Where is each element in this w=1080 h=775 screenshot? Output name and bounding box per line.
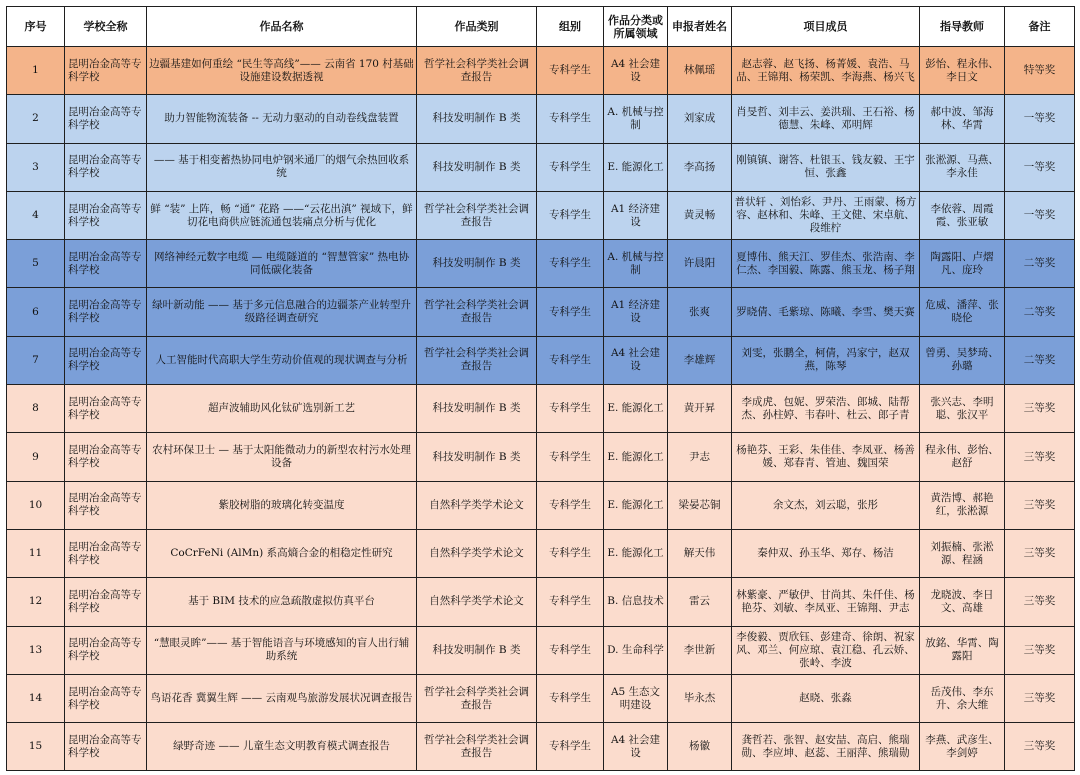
cell-seq: 14 — [7, 674, 65, 722]
cell-members: 赵晓、张淼 — [732, 674, 920, 722]
cell-category: 科技发明制作 B 类 — [417, 143, 537, 191]
cell-award: 三等奖 — [1005, 433, 1075, 481]
cell-award: 三等奖 — [1005, 674, 1075, 722]
table-row — [7, 143, 1075, 191]
cell-group: 专科学生 — [537, 433, 604, 481]
cell-category: 科技发明制作 B 类 — [417, 95, 537, 143]
cell-seq: 13 — [7, 626, 65, 674]
cell-category: 科技发明制作 B 类 — [417, 240, 537, 288]
cell-members: 李成虎、包妮、罗荣浩、郎城、陆帮杰、孙柱婷、韦春叶、杜云、郎子青 — [732, 385, 920, 433]
header-title: 作品名称 — [147, 7, 417, 47]
header-category: 作品类别 — [417, 7, 537, 47]
cell-advisor: 张兴志、李明聪、张汉平 — [920, 385, 1005, 433]
cell-category: 科技发明制作 B 类 — [417, 433, 537, 481]
cell-advisor: 龙晓波、李日文、高雄 — [920, 578, 1005, 626]
cell-award: 二等奖 — [1005, 336, 1075, 384]
cell-field: A4 社会建设 — [604, 723, 668, 771]
table-row — [7, 674, 1075, 722]
cell-school: 昆明冶金高等专科学校 — [65, 191, 147, 239]
table-row — [7, 385, 1075, 433]
cell-school: 昆明冶金高等专科学校 — [65, 143, 147, 191]
table-row — [7, 336, 1075, 384]
table-row — [7, 95, 1075, 143]
table-row — [7, 191, 1075, 239]
cell-category: 哲学社会科学类社会调查报告 — [417, 674, 537, 722]
cell-seq: 12 — [7, 578, 65, 626]
cell-award: 特等奖 — [1005, 47, 1075, 95]
cell-members: 杨艳芬、王彩、朱佳佳、李凤亚、杨善媛、郑春青、管迪、魏国荣 — [732, 433, 920, 481]
cell-title: CoCrFeNi (AlMn) 系高熵合金的相稳定性研究 — [147, 529, 417, 577]
table-row — [7, 529, 1075, 577]
cell-seq: 7 — [7, 336, 65, 384]
cell-field: E. 能源化工 — [604, 529, 668, 577]
header-members: 项目成员 — [732, 7, 920, 47]
cell-applicant: 雷云 — [668, 578, 732, 626]
cell-advisor: 黄浩博、郝艳红，张淞源 — [920, 481, 1005, 529]
cell-category: 哲学社会科学类社会调查报告 — [417, 47, 537, 95]
cell-award: 一等奖 — [1005, 191, 1075, 239]
cell-seq: 6 — [7, 288, 65, 336]
cell-school: 昆明冶金高等专科学校 — [65, 95, 147, 143]
cell-category: 自然科学类学术论文 — [417, 578, 537, 626]
cell-members: 林紫豪、严敏伊、甘尚其、朱仟佳、杨艳芬、刘敏、李凤亚、王锦翔、尹志 — [732, 578, 920, 626]
cell-field: E. 能源化工 — [604, 143, 668, 191]
cell-members: 刘雯，张鹏全，柯倩，冯家宁，赵双燕，陈琴 — [732, 336, 920, 384]
cell-advisor: 彭怡、程永伟、李日文 — [920, 47, 1005, 95]
table-row — [7, 288, 1075, 336]
cell-applicant: 毕永杰 — [668, 674, 732, 722]
cell-group: 专科学生 — [537, 481, 604, 529]
cell-seq: 1 — [7, 47, 65, 95]
cell-title: 绿野奇迹 —— 儿童生态文明教育模式调查报告 — [147, 723, 417, 771]
cell-group: 专科学生 — [537, 674, 604, 722]
cell-advisor: 刘振楠、张淞源、程涵 — [920, 529, 1005, 577]
cell-category: 科技发明制作 B 类 — [417, 626, 537, 674]
cell-seq: 8 — [7, 385, 65, 433]
cell-seq: 4 — [7, 191, 65, 239]
cell-award: 三等奖 — [1005, 626, 1075, 674]
cell-title: 网络神经元数字电缆 — 电缆隧道的 “智慧管家” 热电协同低碳化装备 — [147, 240, 417, 288]
awards-table-container — [6, 6, 1074, 771]
cell-group: 专科学生 — [537, 288, 604, 336]
cell-title: “慧眼灵眸”—— 基于智能语音与环境感知的盲人出行辅助系统 — [147, 626, 417, 674]
cell-group: 专科学生 — [537, 240, 604, 288]
cell-applicant: 李雄辉 — [668, 336, 732, 384]
cell-advisor: 张淞源、马燕、李永佳 — [920, 143, 1005, 191]
cell-field: A. 机械与控制 — [604, 95, 668, 143]
cell-field: E. 能源化工 — [604, 385, 668, 433]
cell-applicant: 杨徽 — [668, 723, 732, 771]
cell-members: 龚哲若、张智、赵安喆、高启、熊瑞勋、李应坤、赵蕊、王丽萍、熊瑞勋 — [732, 723, 920, 771]
cell-applicant: 黄灵畅 — [668, 191, 732, 239]
cell-school: 昆明冶金高等专科学校 — [65, 481, 147, 529]
cell-advisor: 陶露阳、卢熠凡、庞玲 — [920, 240, 1005, 288]
cell-group: 专科学生 — [537, 95, 604, 143]
cell-award: 三等奖 — [1005, 385, 1075, 433]
cell-school: 昆明冶金高等专科学校 — [65, 240, 147, 288]
cell-award: 三等奖 — [1005, 529, 1075, 577]
cell-seq: 11 — [7, 529, 65, 577]
cell-school: 昆明冶金高等专科学校 — [65, 674, 147, 722]
cell-field: A4 社会建设 — [604, 47, 668, 95]
cell-field: A. 机械与控制 — [604, 240, 668, 288]
table-row — [7, 47, 1075, 95]
table-row — [7, 481, 1075, 529]
table-row — [7, 433, 1075, 481]
cell-school: 昆明冶金高等专科学校 — [65, 723, 147, 771]
cell-title: 超声波辅助风化钛矿选别新工艺 — [147, 385, 417, 433]
cell-advisor: 李燕、武彦生、李剑婷 — [920, 723, 1005, 771]
cell-seq: 15 — [7, 723, 65, 771]
cell-members: 罗晓倩、毛紫琼、陈曦、李雪、樊天赛 — [732, 288, 920, 336]
cell-field: A1 经济建设 — [604, 191, 668, 239]
cell-group: 专科学生 — [537, 336, 604, 384]
cell-advisor: 曾勇、吴梦琦、孙璐 — [920, 336, 1005, 384]
cell-applicant: 尹志 — [668, 433, 732, 481]
cell-members: 赵志蓉、赵飞扬、杨菁媛、袁浩、马品、王锦翔、杨荣凯、李海燕、杨兴飞 — [732, 47, 920, 95]
cell-members: 秦仲双、孙玉华、郑存、杨洁 — [732, 529, 920, 577]
cell-advisor: 危威、潘萍、张晓伦 — [920, 288, 1005, 336]
cell-group: 专科学生 — [537, 529, 604, 577]
cell-award: 二等奖 — [1005, 288, 1075, 336]
header-note: 备注 — [1005, 7, 1075, 47]
cell-school: 昆明冶金高等专科学校 — [65, 433, 147, 481]
cell-advisor: 程永伟、彭怡、赵舒 — [920, 433, 1005, 481]
header-applicant: 申报者姓名 — [668, 7, 732, 47]
cell-field: B. 信息技术 — [604, 578, 668, 626]
table-row — [7, 578, 1075, 626]
cell-school: 昆明冶金高等专科学校 — [65, 288, 147, 336]
table-row — [7, 626, 1075, 674]
cell-seq: 5 — [7, 240, 65, 288]
cell-advisor: 李依蓉、周霞霞、张亚敏 — [920, 191, 1005, 239]
cell-title: 绿叶新动能 —— 基于多元信息融合的边疆茶产业转型升级路径调查研究 — [147, 288, 417, 336]
cell-title: —— 基于相变蓄热协同电炉钢米通厂的烟气余热回收系统 — [147, 143, 417, 191]
cell-category: 哲学社会科学类社会调查报告 — [417, 723, 537, 771]
cell-group: 专科学生 — [537, 191, 604, 239]
cell-title: 基于 BIM 技术的应急疏散虚拟仿真平台 — [147, 578, 417, 626]
header-field: 作品分类或所属领域 — [604, 7, 668, 47]
cell-school: 昆明冶金高等专科学校 — [65, 47, 147, 95]
cell-applicant: 解天伟 — [668, 529, 732, 577]
cell-seq: 2 — [7, 95, 65, 143]
cell-school: 昆明冶金高等专科学校 — [65, 385, 147, 433]
cell-award: 三等奖 — [1005, 481, 1075, 529]
cell-title: 农村环保卫士 — 基于太阳能微动力的新型农村污水处理设备 — [147, 433, 417, 481]
cell-applicant: 李高扬 — [668, 143, 732, 191]
table-row — [7, 240, 1075, 288]
cell-applicant: 李世新 — [668, 626, 732, 674]
cell-group: 专科学生 — [537, 626, 604, 674]
cell-title: 人工智能时代高职大学生劳动价值观的现状调查与分析 — [147, 336, 417, 384]
cell-category: 哲学社会科学类社会调查报告 — [417, 191, 537, 239]
cell-title: 紫胶树脂的玻璃化转变温度 — [147, 481, 417, 529]
cell-field: D. 生命科学 — [604, 626, 668, 674]
cell-title: 边疆基建如何重绘 “民生等高线”—— 云南省 170 村基础设施建设数据透视 — [147, 47, 417, 95]
cell-group: 专科学生 — [537, 385, 604, 433]
cell-group: 专科学生 — [537, 578, 604, 626]
cell-applicant: 林佩瑶 — [668, 47, 732, 95]
cell-title: 鸟语花香 冀翼生辉 —— 云南观鸟旅游发展状况调查报告 — [147, 674, 417, 722]
cell-applicant: 黄开昇 — [668, 385, 732, 433]
header-row — [7, 7, 1075, 47]
cell-category: 自然科学类学术论文 — [417, 481, 537, 529]
cell-category: 自然科学类学术论文 — [417, 529, 537, 577]
cell-members: 普状轩 、刘怡彩、尹丹、王雨蒙、杨方容、赵林和、朱峰、王文健、宋卓航、段维柠 — [732, 191, 920, 239]
cell-advisor: 岳茂伟、李东升、余大维 — [920, 674, 1005, 722]
cell-members: 余文杰，刘云聪，张彤 — [732, 481, 920, 529]
cell-award: 三等奖 — [1005, 723, 1075, 771]
cell-school: 昆明冶金高等专科学校 — [65, 529, 147, 577]
cell-school: 昆明冶金高等专科学校 — [65, 336, 147, 384]
header-seq: 序号 — [7, 7, 65, 47]
cell-advisor: 放銘、华霄、陶露阳 — [920, 626, 1005, 674]
cell-field: A1 经济建设 — [604, 288, 668, 336]
cell-seq: 3 — [7, 143, 65, 191]
table-body — [7, 47, 1075, 771]
cell-field: A4 社会建设 — [604, 336, 668, 384]
cell-seq: 9 — [7, 433, 65, 481]
cell-field: E. 能源化工 — [604, 481, 668, 529]
cell-category: 科技发明制作 B 类 — [417, 385, 537, 433]
cell-award: 三等奖 — [1005, 578, 1075, 626]
header-advisor: 指导教师 — [920, 7, 1005, 47]
cell-applicant: 梁晏芯铜 — [668, 481, 732, 529]
cell-group: 专科学生 — [537, 723, 604, 771]
cell-title: 鲜 “装” 上阵，畅 “通” 花路 ——“云花出滇” 视域下，鲜切花电商供应链流通包装痛点分析与优化 — [147, 191, 417, 239]
cell-members: 李俊毅、贾欣钰、彭建奇、徐朗、祝家风、邓兰、何应琼、袁江稳、孔云娇、张岭、李波 — [732, 626, 920, 674]
cell-group: 专科学生 — [537, 143, 604, 191]
cell-group: 专科学生 — [537, 47, 604, 95]
cell-title: 助力智能物流装备 -- 无动力驱动的自动卷线盘装置 — [147, 95, 417, 143]
cell-category: 哲学社会科学类社会调查报告 — [417, 288, 537, 336]
cell-members: 夏博伟、熊天江、罗佳杰、张浩南、李仁杰、李国毅、陈露、熊玉龙、杨子翔 — [732, 240, 920, 288]
cell-field: E. 能源化工 — [604, 433, 668, 481]
cell-school: 昆明冶金高等专科学校 — [65, 626, 147, 674]
awards-table — [6, 6, 1075, 771]
cell-advisor: 郝中波、邹海林、华霄 — [920, 95, 1005, 143]
header-group: 组别 — [537, 7, 604, 47]
cell-award: 二等奖 — [1005, 240, 1075, 288]
cell-school: 昆明冶金高等专科学校 — [65, 578, 147, 626]
cell-field: A5 生态文明建设 — [604, 674, 668, 722]
cell-applicant: 张爽 — [668, 288, 732, 336]
cell-applicant: 许晨阳 — [668, 240, 732, 288]
cell-members: 肖旻哲、刘丰云、姜洪瑞、王石裕、杨德慧、朱峰、邓明辉 — [732, 95, 920, 143]
cell-category: 哲学社会科学类社会调查报告 — [417, 336, 537, 384]
table-row — [7, 723, 1075, 771]
cell-award: 一等奖 — [1005, 143, 1075, 191]
cell-seq: 10 — [7, 481, 65, 529]
cell-award: 一等奖 — [1005, 95, 1075, 143]
cell-members: 刚镇镇、谢答、杜银玉、钱友毅、王宇恒、张鑫 — [732, 143, 920, 191]
cell-applicant: 刘家成 — [668, 95, 732, 143]
header-school: 学校全称 — [65, 7, 147, 47]
